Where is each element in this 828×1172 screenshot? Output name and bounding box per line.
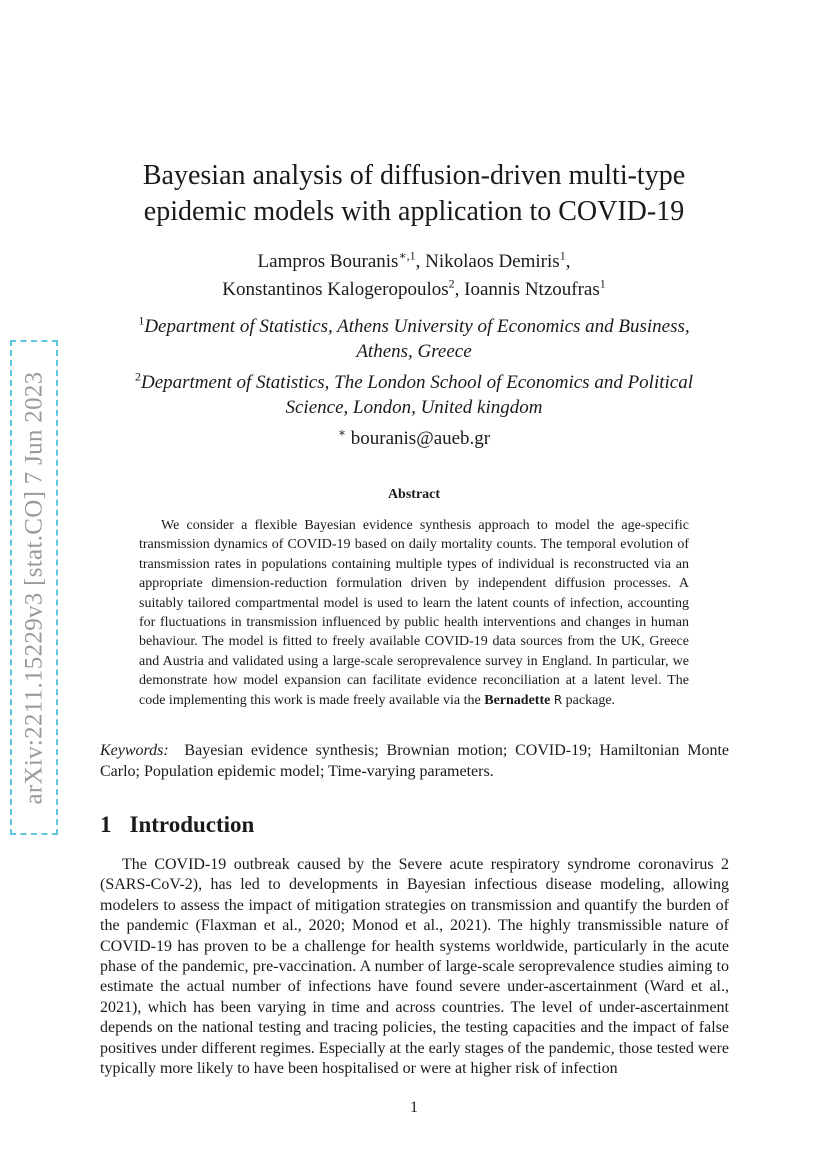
package-language: R — [553, 692, 563, 707]
author-separator: , — [454, 279, 465, 300]
author-affiliation-mark: 1 — [559, 248, 566, 263]
affiliation-mark: 2 — [134, 369, 141, 384]
keywords-text: Bayesian evidence synthesis; Brownian motion; COVID-19; Hamiltonian Monte Carlo; Population epidemic model; Time-varying parameters. — [100, 742, 729, 780]
keywords-label: Keywords: — [100, 742, 169, 759]
author-list — [100, 248, 728, 304]
abstract-body — [139, 516, 689, 710]
author-name: Nikolaos Demiris — [425, 251, 560, 272]
package-name: Bernadette — [484, 692, 551, 708]
abstract-end: package. — [565, 692, 616, 708]
affiliation-mark: 1 — [138, 313, 145, 328]
author-name: Ioannis Ntzoufras — [464, 279, 600, 300]
author-affiliation-mark: 1 — [599, 276, 606, 291]
title-line-2: epidemic models with application to COVID-19 — [143, 196, 685, 227]
introduction-paragraph: The COVID-19 outbreak caused by the Severe acute respiratory syndrome coronavirus 2 (SARS-CoV-2), has led to developments in Bayesian infectious disease modeling, allowing modelers to assess the impact of mitigation strategies on transmission and quantify the burden of the pandemic (Flaxman et al., 2020; Monod et al., 2021). The highly transmissible nature of COVID-19 has proven to be a challenge for health systems worldwide, particularly in the acute phase of the pandemic, pre-vaccination. A number of large-scale seroprevalence studies aiming to estimate the actual number of infections have found severe under-ascertainment (Ward et al., 2021), which has been varying in time and across countries. The level of under-ascertainment depends on the national testing and tracing policies, the testing capacities and the impact of false positives under different regimes. Especially at the early stages of the pandemic, those tested were typically more likely to have been hospitalised or were at higher risk of infection — [100, 856, 729, 1078]
affiliation-text: Department of Statistics, The London School of Economics and Political — [140, 372, 693, 393]
abstract-heading: Abstract — [387, 487, 441, 502]
author-name: Konstantinos Kalogeropoulos — [222, 279, 449, 300]
email-mark: ∗ — [337, 425, 347, 440]
author-separator: , — [415, 251, 426, 272]
affiliation-2 — [100, 370, 728, 420]
authors-line-1 — [100, 248, 728, 276]
authors-line-2 — [100, 276, 728, 304]
abstract-text: We consider a flexible Bayesian evidence synthesis approach to model the age-specific transmission dynamics of COVID-19 based on daily mortality counts. The temporal evolution of transmission rates in populations containing multiple types of individual is reconstructed via an appropriate dimension-reduction formulation driven by independent diffusion processes. A suitably tailored compartmental model is used to learn the latent counts of infection, accounting for fluctuations in transmission influenced by public health interventions and changes in human behaviour. The model is fitted to freely available COVID-19 data sources from the UK, Greece and Austria and validated using a large-scale seroprevalence survey in England. In particular, we demonstrate how model expansion can facilitate evidence reconciliation at a latent level. The code implementing this work is made freely available via the — [139, 518, 689, 708]
email-address[interactable]: bouranis@aueb.gr — [350, 428, 491, 449]
section-heading-introduction — [100, 812, 254, 838]
affiliation-1 — [100, 314, 728, 364]
affiliation-text: Science, London, United kingdom — [285, 397, 543, 418]
title-line-1: Bayesian analysis of diffusion-driven multi-type — [142, 160, 686, 191]
section-title: Introduction — [129, 812, 255, 837]
author-separator: , — [565, 251, 571, 272]
arxiv-identifier-stamp — [10, 340, 58, 835]
affiliation-text: Department of Statistics, Athens University of Economics and Business, — [144, 316, 690, 337]
keywords — [100, 740, 729, 782]
page-number: 1 — [410, 1099, 418, 1116]
arxiv-identifier: arXiv:2211.15229v3 [stat.CO] 7 Jun 2023 — [20, 371, 47, 804]
affiliation-text: Athens, Greece — [356, 341, 472, 362]
paper-title — [100, 158, 728, 230]
section-number: 1 — [100, 812, 112, 837]
corresponding-email — [100, 426, 728, 451]
author-affiliation-mark: ∗,1 — [398, 248, 416, 263]
author-name: Lampros Bouranis — [257, 251, 399, 272]
author-affiliation-mark: 2 — [448, 276, 455, 291]
affiliations — [100, 314, 728, 451]
